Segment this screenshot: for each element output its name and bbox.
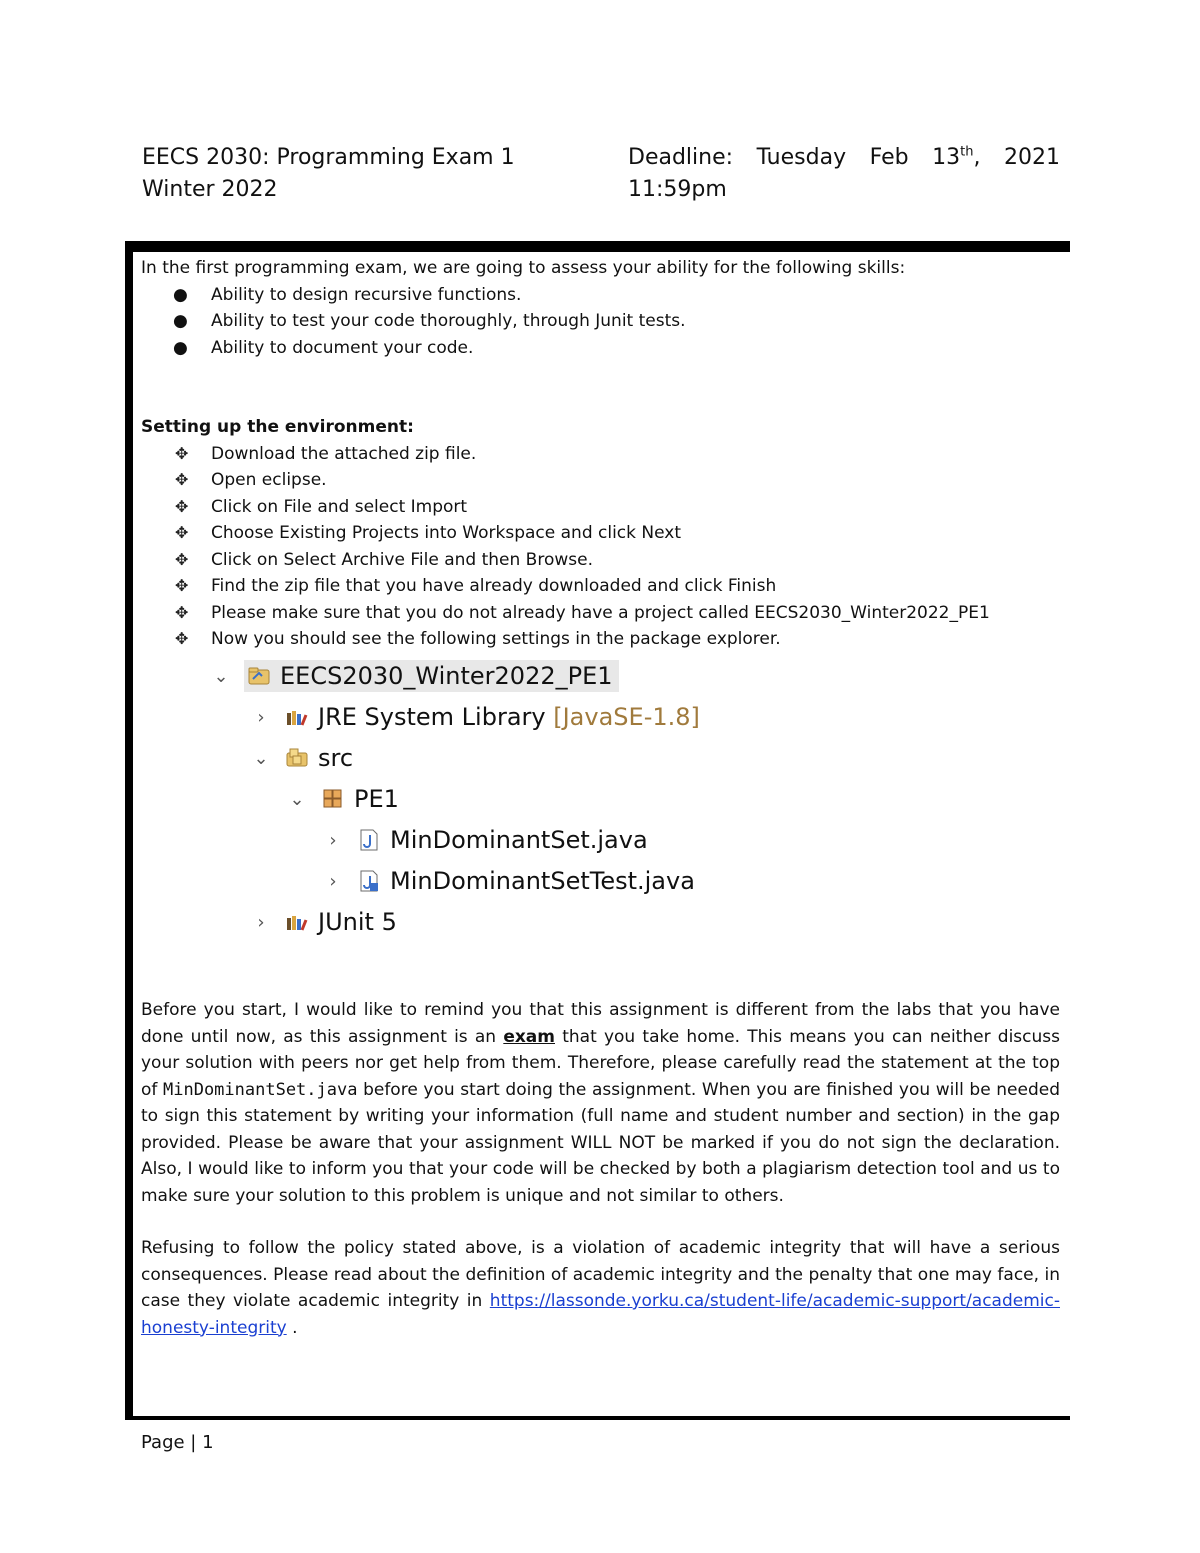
frame-left-border [125, 241, 133, 1420]
bullet-icon: ● [173, 337, 188, 358]
file1-label: MinDominantSet.java [390, 826, 648, 854]
chevron-down-icon[interactable]: ⌄ [289, 788, 305, 810]
bullet-icon: ● [173, 284, 188, 305]
chevron-down-icon[interactable]: ⌄ [253, 747, 269, 769]
list-item: ● Ability to design recursive functions. [141, 282, 1060, 309]
project-label: EECS2030_Winter2022_PE1 [280, 662, 613, 690]
file2-label: MinDominantSetTest.java [390, 867, 695, 895]
header-left [142, 142, 515, 206]
tree-row-package[interactable] [286, 779, 399, 819]
frame-bottom-border [125, 1416, 1070, 1420]
deadline-year: 2021 [1003, 145, 1060, 170]
four-star-bullet-icon: ✥ [175, 523, 189, 542]
setup-steps [141, 441, 1060, 653]
intro-text: In the first programming exam, we are going to assess your ability for the following skills: [141, 258, 906, 278]
academic-integrity-link[interactable]: https://lassonde.yorku.ca/student-life/academic-support/academic-honesty-integrity [141, 1291, 1060, 1338]
four-star-bullet-icon: ✥ [175, 470, 189, 489]
list-item: ✥ Click on File and select Import [141, 494, 1060, 521]
package-label: PE1 [354, 785, 399, 813]
tree-row-file2[interactable] [322, 861, 695, 901]
list-item: ● Ability to test your code thoroughly, through Junit tests. [141, 308, 1060, 335]
jre-version: [JavaSE-1.8] [553, 703, 700, 731]
four-star-bullet-icon: ✥ [175, 443, 189, 463]
tree-row-junit[interactable] [250, 902, 397, 942]
list-item: ✥ Now you should see the following settings in the package explorer. [141, 626, 1060, 653]
chevron-right-icon[interactable]: › [257, 706, 265, 728]
term: Winter 2022 [142, 177, 278, 202]
tree-row-jre[interactable] [250, 697, 700, 737]
chevron-right-icon[interactable]: › [329, 870, 337, 892]
deadline-time: 11:59pm [628, 177, 727, 202]
four-star-bullet-icon: ✥ [175, 576, 189, 595]
chevron-right-icon[interactable]: › [329, 829, 337, 851]
four-star-bullet-icon: ✥ [175, 602, 189, 622]
project-folder-icon [246, 663, 272, 689]
library-icon [284, 909, 310, 935]
exam-emphasis: exam [503, 1026, 555, 1047]
notice-section [141, 997, 1060, 1341]
deadline-date: 13th, [932, 144, 981, 170]
list-item: ✥ Please make sure that you do not already have a project called EECS2030_Winter2022_PE1 [141, 600, 1060, 627]
bullet-icon: ● [173, 311, 188, 331]
tree-row-src[interactable] [250, 738, 353, 778]
list-item: ✥ Download the attached zip file. [141, 441, 1060, 468]
setup-heading: Setting up the environment: [141, 417, 414, 437]
notice-paragraph-1: Before you start, I would like to remind you that this assignment is different from the labs that you have done until now, as this assignment is an exam that you take home. This means you can neither discuss your solution with peers nor get help from them. Therefore, please carefully read the statement at the top of MinDominantSet.java before you start doing the assignment. When you are finished you will be needed to sign this statement by writing your information (full name and student number and section) in the gap provided. Please be aware that your assignment WILL NOT be marked if you do not sign the declaration. Also, I would like to inform you that your code will be checked by both a plagiarism detection tool and us to make sure your solution to this problem is unique and not similar to others. [141, 1000, 1061, 1206]
selected-project[interactable] [244, 660, 619, 692]
source-folder-icon [284, 745, 310, 771]
junit-label: JUnit 5 [318, 908, 397, 936]
four-star-bullet-icon: ✥ [175, 629, 189, 648]
list-item: ✥ Find the zip file that you have already downloaded and click Finish [141, 573, 1060, 600]
tree-row-file1[interactable] [322, 820, 648, 860]
java-file-icon [356, 827, 382, 853]
list-item: ✥ Choose Existing Projects into Workspace and click Next [141, 520, 1060, 547]
tree-row-project[interactable] [210, 656, 619, 696]
src-label: src [318, 744, 354, 772]
library-icon [284, 704, 310, 730]
deadline-day: Tuesday [756, 145, 847, 170]
java-test-file-icon [356, 868, 382, 894]
four-star-bullet-icon: ✥ [175, 496, 189, 516]
course-title: EECS 2030: Programming Exam 1 [142, 145, 515, 170]
deadline-line [628, 142, 1060, 174]
list-item: ✥ Click on Select Archive File and then Browse. [141, 547, 1060, 574]
list-item: ✥ Open eclipse. [141, 467, 1060, 494]
frame-top-border [125, 241, 1070, 252]
list-item: ● Ability to document your code. [141, 335, 1060, 362]
code-filename: MinDominantSet.java [163, 1079, 358, 1100]
chevron-down-icon[interactable]: ⌄ [213, 665, 229, 687]
header-right [628, 142, 1060, 206]
page-footer: Page | 1 [141, 1432, 214, 1453]
date-suffix: th [960, 144, 974, 160]
jre-label: JRE System Library [318, 703, 546, 731]
package-icon [320, 786, 346, 812]
chevron-right-icon[interactable]: › [257, 911, 265, 933]
deadline-label: Deadline: [628, 145, 734, 170]
skills-list [141, 282, 1060, 362]
four-star-bullet-icon: ✥ [175, 549, 189, 569]
deadline-month: Feb [869, 145, 909, 170]
main-content [141, 255, 1060, 653]
notice-paragraph-2: Refusing to follow the policy stated above, is a violation of academic integrity that will have a serious consequences. Please read about the definition of academic integrity and the penalty that one may face, in case they violate academic integrity in https://lassonde.yorku.ca/student-life/academic-support/academic-honesty-integrity . [141, 1238, 1060, 1338]
